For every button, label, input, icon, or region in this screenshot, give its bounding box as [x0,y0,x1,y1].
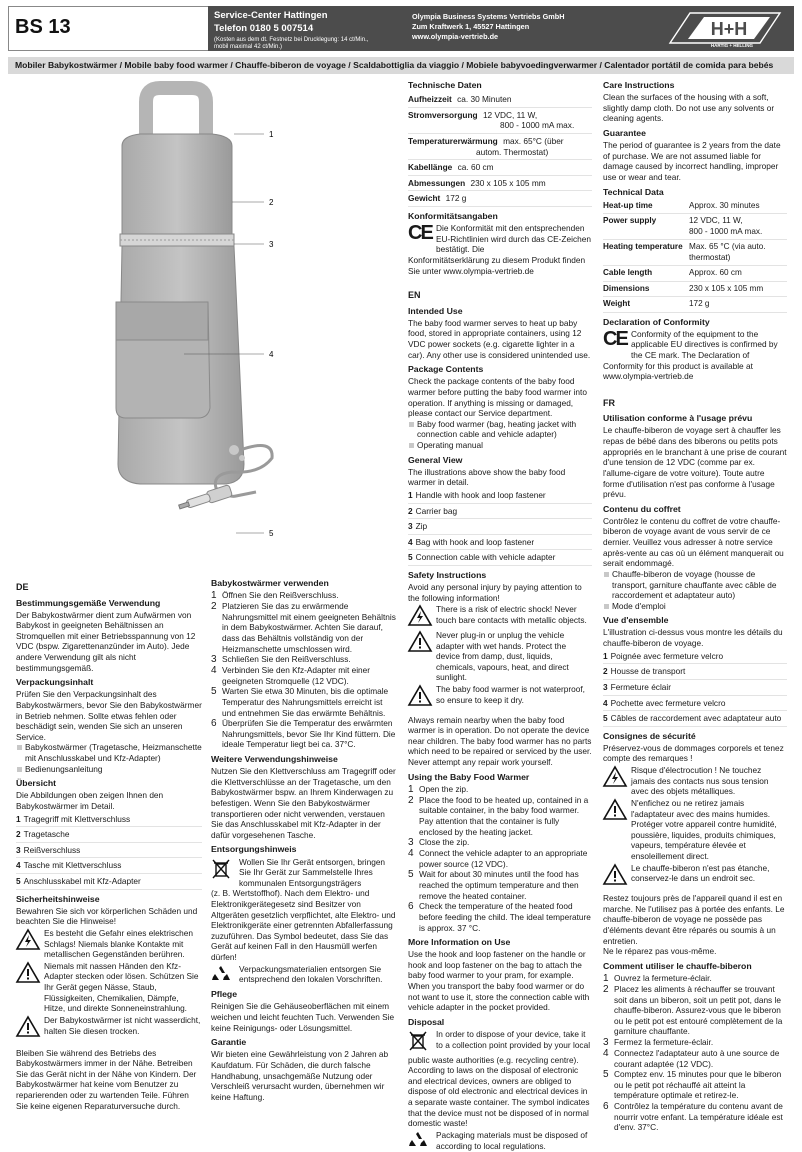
heading: Garantie [211,1037,247,1048]
spec-row: Kabellänge ca. 60 cm [408,160,592,176]
bag-top [122,134,232,238]
crossed-bin-icon [408,1030,428,1052]
spec-row: Aufheizzeit ca. 30 Minuten [408,92,592,108]
ce-note: CE Conformity of the equipment to the applicable EU directives is confirmed by the CE mark. The Declaration of [603,327,778,360]
warning: The baby food warmer is not waterproof, so ensure to keep it dry. [408,684,592,709]
overview-item: 3 Reißverschluss [16,843,202,859]
step: 5 Wait for about 30 minutes until the food has reached the optimum temperature and then remove the heated container. [408,869,579,901]
column-en [408,80,592,1152]
warning: Niemals mit nassen Händen den Kfz-Adapter stecken oder lösen. Schützen Sie Ihr Gerät gegen Nässe, Staub, Flüssigkeiten, Chemikalien, Dämpfe, Hitze, und direkte Sonneneinstrahlung. [16,961,202,1014]
list-item: Mode d'emploi [603,601,787,612]
paragraph: Konformitätserklärung zu diesem Produkt finden Sie unter www.olympia-vertrieb.de [408,254,586,276]
step: 1 Open the zip. [408,783,469,795]
heading: Sicherheitshinweise [16,893,100,904]
warning-icon [603,799,627,820]
heading: Technical Data [603,186,664,197]
paragraph: Préservez-vous de dommages corporels et tenez compte des remarques ! [603,742,784,764]
warning: Never plug-in or unplug the vehicle adapter with wet hands. Protect the device from damp, dust, liquids, chemicals, vapours, heat, and direct sunlight. [408,630,592,683]
paragraph: Reinigen Sie die Gehäuseoberflächen mit einem weichen und leicht feuchten Tuch. Verwenden Sie keine Reinigungs- oder Lösungsmittel. [211,1001,395,1033]
overview-item: 3 Zip [408,519,592,535]
overview-item: 4 Pochette avec fermeture velcro [603,696,787,712]
subtitle-bar: Mobiler Babykostwärmer / Mobile baby food warmer / Chauffe-biberon de voyage / Scaldabottiglia da viaggio / Mobiele babyvoedingverwarmer / Calentador portátil de comida para bebés [8,57,794,74]
paragraph: The illustrations above show the baby food warmer in detail. [408,466,566,488]
warning: Es besteht die Gefahr eines elektrischen Schlags! Niemals blanke Kontakte mit metallischen Gegenständen berühren. [16,928,202,960]
company-name: Olympia Business Systems Vertriebs GmbH [412,12,565,21]
paragraph: Clean the surfaces of the housing with a soft, slightly damp cloth. Do not use any solvents or cleaning agents. [603,92,775,124]
paragraph: Avoid any personal injury by paying attention to the following information! [408,582,582,603]
overview-item: 1 Poignée avec fermeture velcro [603,649,787,665]
overview-item: 5 Connection cable with vehicle adapter [408,550,592,566]
table-row: Weight 172 g [603,297,787,313]
list-item: Operating manual [408,440,592,451]
paragraph: Always remain nearby when the baby food warmer is in operation. Do not operate the device near children. The baby food warmer has no parts which need to be repaired or serviced by the user. Never attempt any repair work yourself. [408,714,592,768]
model-number: BS 13 [8,6,208,51]
list-item: Chauffe-biberon de voyage (housse de transport, garniture chauffante avec câble de raccordement et adaptateur auto) [603,569,787,601]
heading: Using the Baby Food Warmer [408,771,530,782]
heading: Comment utiliser le chauffe-biberon [603,960,752,971]
product-illustration [60,78,320,558]
column-de-2 [211,578,397,1102]
table-row: Power supply 12 VDC, 11 W, 800 - 1000 mA max. [603,214,787,240]
heading: More Information on Use [408,937,511,948]
step: 4 Connectez l'adaptateur auto à une source de courant adaptée (12 VDC). [603,1047,780,1069]
heading: Disposal [408,1016,445,1027]
step: 3 Close the zip. [408,837,470,849]
table-row: Cable length Approx. 60 cm [603,266,787,282]
paragraph: Bleiben Sie während des Betriebs des Babykostwärmers immer in der Nähe. Betreiben Sie das Gerät nicht in der Nähe von Kindern. Der Babykostwärmer hat keine vom Benutzer zu reparierenden oder zu wartenden Teile. Führen Sie keine eigenen Reparaturversuche durch. [16,1047,197,1111]
step: 2 Platzieren Sie das zu erwärmende Nahrungsmittel mit einem geeigneten Behältnis in dem Babykostwärmer. Achten Sie darauf, dass das Behältnis vollständig von der Heizmanschette umschlossen wird. [211,601,396,654]
heading: Bestimmungsgemäße Verwendung [16,597,161,608]
overview-item: 5 Câbles de raccordement avec adaptateur auto [603,711,787,727]
overview-item: 2 Tragetasche [16,827,202,843]
paragraph: Ne le réparez pas vous-même. [603,946,717,957]
spec-row: Stromversorgung 12 VDC, 11 W, 800 - 1000 mA max. [408,108,592,134]
paragraph: (z. B. Wertstoffhof). Nach dem Elektro- und Elektronikgerätegesetz sind Besitzer von Altgeräten gesetzlich verpflichtet, alte Elektro- und Elektronikgeräte einer getrennten Abfallerfassung zuzuführen. Das Symbol bedeutet, dass Sie das Gerät auf keinen Fall in den Hausmüll werfen dürfen! [211,888,396,963]
overview-item: 4 Tasche mit Klettverschluss [16,858,202,874]
paragraph: public waste authorities (e.g. recycling centre). According to laws on the disposal of electronic and electrical devices, owners are obliged to dispose of old electronic and electrical devices in a separate waste container. The symbol indicates that the device must not be disposed of in normal domestic waste! [408,1054,590,1129]
heading: Verpackungsinhalt [16,677,94,688]
tech-table [603,199,787,313]
heading: Utilisation conforme à l'usage prévu [603,413,753,424]
recycle-icon [408,1131,428,1149]
overview-item: 4 Bag with hook and loop fastener [408,535,592,551]
heading: Guarantee [603,127,646,138]
step: 4 Verbinden Sie den Kfz-Adapter mit einer geeigneten Stromquelle (12 VDC). [211,665,371,686]
vehicle-adapter [177,485,232,513]
warning: Der Babykostwärmer ist nicht wasserdicht, halten Sie diesen trocken. [16,1015,202,1040]
ce-mark-icon: CE [408,222,432,245]
ce-mark-icon: CE [603,327,627,350]
disposal-note: Wollen Sie Ihr Gerät entsorgen, bringen Sie Ihr Gerät zur Sammelstelle Ihres kommunalen Entsorgungsträgers [211,857,397,889]
overview-item: 2 Carrier bag [408,504,592,520]
paragraph: Le chauffe-biberon de voyage sert à chauffer les repas de bébé dans des biberons ou petits pots appropriés en le branchant à une prise de courant d'une tension de 12 VDC (comme par ex. l'allume-cigare de votre voiture). Toute autre forme d'utilisation n'est pas conforme à l'usage prévu. [603,425,787,500]
step: 6 Check the temperature of the heated food before feeding the child. The ideal temperature is approx. 37 °C. [408,901,591,933]
warning-icon [16,962,40,983]
list-item: Babykostwärmer (Tragetasche, Heizmanschette mit Anschlusskabel und Kfz-Adapter) [16,742,202,763]
service-center [208,6,408,51]
logo-subtext: HARTIG + HELLING [710,43,754,48]
electric-warning-icon [603,766,627,787]
lang-heading-de: DE [16,582,29,592]
callout-1: 1 [269,130,274,139]
paragraph: Die Abbildungen oben zeigen Ihnen den Babykostwärmer im Detail. [16,790,164,812]
heading: Übersicht [16,778,57,789]
heading: Entsorgungshinweis [211,844,297,855]
electric-warning-icon [408,605,432,626]
paragraph: Der Babykostwärmer dient zum Aufwärmen von Babykost in geeigneten Behältnissen an Stromquellen mit einer Betriebsspannung von 12 VDC (bspw. Zigarettenanzünder im Auto). Jede andere Verwendung gilt als nicht bestimmungsgemäß. [16,609,196,673]
list-item: Baby food warmer (bag, heating jacket with connection cable and vehicle adapter) [408,419,592,440]
list-item: Bedienungsanleitung [16,764,202,775]
spec-row: Temperaturerwärmung max. 65°C (über autom. Thermostat) [408,134,592,160]
warning-icon [603,864,627,885]
heading: Consignes de sécurité [603,730,696,741]
heading: Babykostwärmer verwenden [211,578,329,588]
callout-5: 5 [269,529,274,538]
paragraph: Check the package contents of the baby food warmer before putting the baby food warmer into operation. If anything is missing or damaged, please contact our Service department. [408,376,587,419]
packaging-note: Packaging materials must be disposed of according to local regulations. [408,1130,592,1152]
overview-item: 1 Tragegriff mit Klettverschluss [16,812,202,828]
overview-item: 5 Anschlusskabel mit Kfz-Adapter [16,874,202,890]
paragraph: Bewahren Sie sich vor körperlichen Schäden und beachten Sie die Hinweise! [16,905,198,927]
heading: Pflege [211,989,238,1000]
step: 6 Überprüfen Sie die Temperatur des erwärmten Nahrungsmittels, bevor Sie Ihr Kind füttern. Die ideale Temperatur liegt bei ca. 37°C. [211,718,396,750]
heading: Konformitätsangaben [408,211,498,221]
callout-4: 4 [269,350,274,359]
column-fr [603,80,787,1133]
paragraph: Restez toujours près de l'appareil quand il est en marche. Ne l'utilisez pas à portée des enfants. Le chauffe-biberon de voyage ne possède pas d'éléments devant être réparés ou soumis à un entretien. [603,893,785,946]
heading: Safety Instructions [408,570,487,581]
lang-heading-en: EN [408,290,421,301]
disposal-note: In order to dispose of your device, take it to a collection point provided by your local [408,1029,592,1055]
table-row: Heat-up time Approx. 30 minutes [603,199,787,214]
heading: General View [408,454,463,465]
step: 6 Contrôlez la température du contenu avant de nourrir votre enfant. La température idéale est d'env. 37°C. [603,1101,783,1133]
table-row: Heating temperature Max. 65 °C (via auto. thermostat) [603,240,787,266]
step: 3 Schließen Sie den Reißverschluss. [211,654,351,666]
company-address: Zum Kraftwerk 1, 45527 Hattingen [412,21,530,31]
warning: N'enfichez ou ne retirez jamais l'adaptateur avec des mains humides. Protéger votre appareil contre humidité, poussière, liquides, produits chimiques, vapeurs, température élevée et ensoleillement direct. [603,798,787,862]
paragraph: L'illustration ci-dessus vous montre les détails du chauffe-biberon de voyage. [603,627,783,649]
callout-2: 2 [269,198,274,207]
paragraph: The baby food warmer serves to heat up baby food, stored in appropriate containers, using 12 VDC power sockets (e.g. cigarette lighter in a car). Any other use is considered unintended use. [408,317,591,360]
warning-icon [408,685,432,706]
paragraph: Use the hook and loop fastener on the handle or hook and loop fastener on the bag to attach the baby food warmer to your pram, for example. When you transport the baby food warmer or do not want to use it, store the connection cable with vehicle adapter in the pocket provided. [408,949,590,1013]
header-info [208,6,794,51]
warning: Le chauffe-biberon n'est pas étanche, conservez-le dans un endroit sec. [603,863,787,888]
heading: Care Instructions [603,80,675,90]
service-phone: Telefon 0180 5 007514 [214,23,314,35]
step: 4 Connect the vehicle adapter to an appropriate power source (12 VDC). [408,848,588,869]
warning: There is a risk of electric shock! Never touch bare contacts with metallic objects. [408,604,592,629]
hh-logo-icon [666,9,784,48]
packaging-note: Verpackungsmaterialien entsorgen Sie entsprechend den lokalen Vorschriften. [211,964,397,986]
recycle-icon [211,965,231,983]
phone-note-2: mobil maximal 42 ct/Min.) [214,44,283,51]
warning: Risque d'électrocution ! Ne touchez jamais des contacts nus sous tension avec des objets métalliques. [603,765,787,797]
spec-row: Abmessungen 230 x 105 x 105 mm [408,176,592,192]
step: 3 Fermez la fermeture-éclair. [603,1036,714,1048]
heading: Contenu du coffret [603,503,681,514]
step: 5 Comptez env. 15 minutes pour que le biberon ou le petit pot réchauffé ait atteint la température optimale et retirez-le. [603,1069,782,1101]
paragraph: The period of guarantee is 2 years from the date of purchase. We are not assumed liable for damage caused by incorrect handling, improper use or wear and tear. [603,140,781,182]
step: 2 Place the food to be heated up, contained in a suitable container, in the baby food warmer. Pay attention that the container is fully enclosed by the heating jacket. [408,794,589,837]
lang-heading-fr: FR [603,397,615,408]
overview-item: 1 Handle with hook and loop fastener [408,488,592,504]
heading: Technische Daten [408,80,482,90]
overview-item: 2 Housse de transport [603,664,787,680]
step: 1 Ouvrez la fermeture-éclair. [603,972,712,984]
warning-icon [408,631,432,652]
paragraph: Conformity for this product is available at www.olympia-vertrieb.de [603,360,753,382]
ce-note: CE Die Konformität mit den entsprechenden EU-Richtlinien wird durch das CE-Zeichen bestätigt. Die [408,222,591,255]
column-de [16,576,202,1111]
spec-row: Gewicht 172 g [408,191,592,207]
crossed-bin-icon [211,858,231,880]
overview-item: 3 Fermeture éclair [603,680,787,696]
warning-icon [16,1016,40,1037]
callout-3: 3 [269,240,274,249]
header [8,6,794,51]
paragraph: Contrôlez le contenu du coffret de votre chauffe-biberon de voyage avant de vous servir de ce dernier. Veuillez vous adresser à notre service après-vente au cas où un élément manquerait ou serait endommagé. [603,515,784,569]
company-block [408,6,628,51]
service-title: Service-Center Hattingen [214,10,328,21]
heading: Weitere Verwendungshinweise [211,754,338,765]
heading: Package Contents [408,364,484,375]
phone-note-1: (Kosten aus dem dt. Festnetz bei Drucklegung: 14 ct/Min., [214,37,369,44]
heading: Declaration of Conformity [603,316,710,327]
heading: Intended Use [408,305,463,316]
table-row: Dimensions 230 x 105 x 105 mm [603,281,787,297]
paragraph: Prüfen Sie den Verpackungsinhalt des Babykostwärmers, bevor Sie den Babykostwärmer in Betrieb nehmen. Sollte etwas fehlen oder beschädigt sein, wenden Sie sich an unseren Service. [16,689,202,742]
electric-warning-icon [16,929,40,950]
heading: Vue d'ensemble [603,615,669,626]
paragraph: Nutzen Sie den Klettverschluss am Tragegriff oder die Klettverschlüsse an der Tragetasche, um den Babykostwärmer bspw. an Ihrem Kinderwagen zu befestigen. Wenn Sie den Babykostwärmer transportieren oder nicht verwenden, verstauen Sie das Anschlusskabel mit Kfz-Adapter in der dafür vorgesehenen Tasche. [211,766,396,840]
step: 5 Warten Sie etwa 30 Minuten, bis die optimale Temperatur des Nahrungsmittels erreicht ist und entnehmen Sie das erwärmte Behältnis. [211,686,389,718]
step: 1 Öffnen Sie den Reißverschluss. [211,590,339,602]
paragraph: Wir bieten eine Gewährleistung von 2 Jahren ab Kaufdatum. Für Schäden, die durch falsche Handhabung, unsachgemäße Nutzung oder Verschleiß verursacht wurden, übernehmen wir keine Haftung. [211,1049,389,1102]
step: 2 Placez les aliments à réchauffer se trouvant soit dans un biberon, soit un petit pot, dans le chauffe-biberon. Assurez-vous que le biberon ou le petit pot est entouré complètement de la garniture chauffante. [603,983,783,1037]
company-url[interactable]: www.olympia-vertrieb.de [412,31,499,41]
logo-text: H+H [710,19,748,39]
